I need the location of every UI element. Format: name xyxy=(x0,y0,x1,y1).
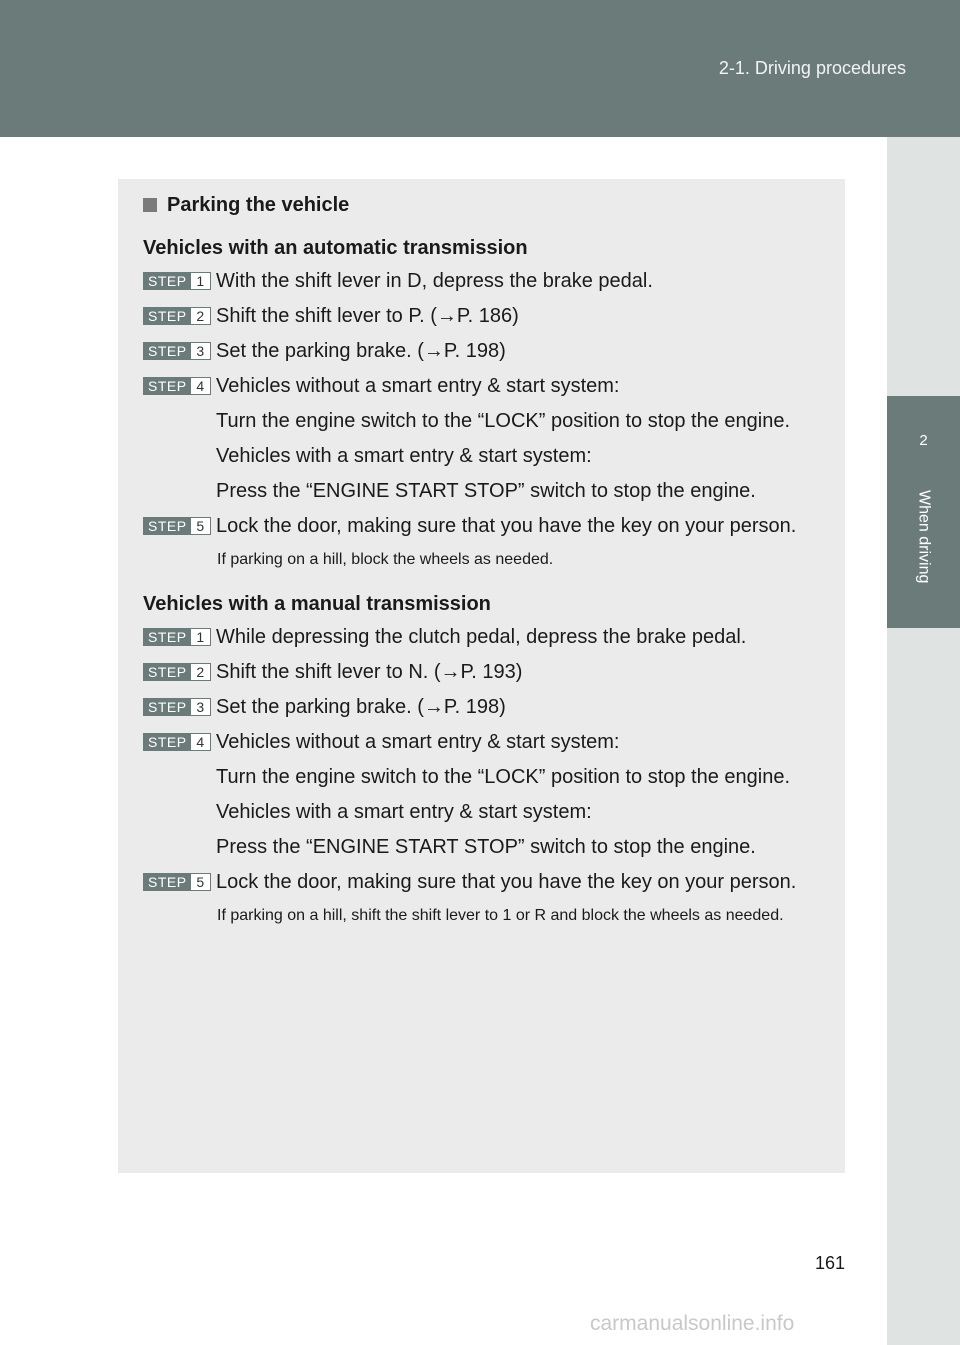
step-badge-word: STEP xyxy=(148,518,187,534)
step-line: Press the “ENGINE START STOP” switch to stop the engine. xyxy=(216,480,756,502)
automatic-steps xyxy=(143,266,814,541)
square-bullet-icon xyxy=(143,198,157,212)
automatic-note: If parking on a hill, block the wheels as needed. xyxy=(217,551,554,568)
step-badge xyxy=(143,517,211,535)
step-line: Vehicles without a smart entry & start system: xyxy=(216,375,620,397)
manual-heading: Vehicles with a manual transmission xyxy=(143,593,491,615)
step-badge-number: 4 xyxy=(191,378,210,394)
section-breadcrumb: 2-1. Driving procedures xyxy=(718,58,906,78)
step-item xyxy=(143,371,814,506)
content xyxy=(143,190,814,937)
chapter-number: 2 xyxy=(919,432,928,449)
step-text xyxy=(216,727,814,862)
chapter-tab[interactable] xyxy=(887,396,960,628)
step-badge xyxy=(143,377,211,395)
step-text xyxy=(216,692,814,722)
step-text xyxy=(216,266,814,296)
step-badge-number: 3 xyxy=(191,343,210,359)
step-line: Shift the shift lever to P. (→P. 186) xyxy=(216,305,519,327)
step-line: Lock the door, making sure that you have the key on your person. xyxy=(216,515,797,537)
page-number: 161 xyxy=(815,1253,846,1273)
step-badge-word: STEP xyxy=(148,664,187,680)
step-badge xyxy=(143,342,211,360)
step-text xyxy=(216,301,814,331)
automatic-heading: Vehicles with an automatic transmission xyxy=(143,237,528,259)
step-badge xyxy=(143,307,211,325)
step-badge xyxy=(143,733,211,751)
step-badge xyxy=(143,628,211,646)
step-badge-number: 2 xyxy=(191,308,210,324)
step-text xyxy=(216,657,814,687)
step-line: Vehicles with a smart entry & start system: xyxy=(216,801,592,823)
step-line: With the shift lever in D, depress the brake pedal. xyxy=(216,270,653,292)
step-line: Vehicles without a smart entry & start system: xyxy=(216,731,620,753)
step-line: Turn the engine switch to the “LOCK” position to stop the engine. xyxy=(216,766,791,788)
step-line: Press the “ENGINE START STOP” switch to stop the engine. xyxy=(216,836,756,858)
step-badge-number: 5 xyxy=(191,874,210,890)
step-badge-number: 3 xyxy=(191,699,210,715)
step-badge xyxy=(143,272,211,290)
step-line: Set the parking brake. (→P. 198) xyxy=(216,340,506,362)
step-item xyxy=(143,867,814,897)
step-badge-word: STEP xyxy=(148,378,187,394)
manual-note: If parking on a hill, shift the shift lever to 1 or R and block the wheels as needed. xyxy=(217,907,784,924)
side-tab-top xyxy=(887,137,960,396)
step-badge-word: STEP xyxy=(148,629,187,645)
section-title-text: Parking the vehicle xyxy=(167,194,350,216)
step-text xyxy=(216,511,814,541)
chapter-label: When driving xyxy=(915,490,933,584)
step-item xyxy=(143,622,814,652)
step-line: Shift the shift lever to N. (→P. 193) xyxy=(216,661,523,683)
step-badge xyxy=(143,663,211,681)
step-line: Lock the door, making sure that you have the key on your person. xyxy=(216,871,797,893)
step-badge-word: STEP xyxy=(148,308,187,324)
step-item xyxy=(143,301,814,331)
step-item xyxy=(143,692,814,722)
step-text xyxy=(216,622,814,652)
page-header xyxy=(0,0,960,137)
step-text xyxy=(216,867,814,897)
step-item xyxy=(143,727,814,862)
step-badge-number: 2 xyxy=(191,664,210,680)
step-badge-number: 5 xyxy=(191,518,210,534)
step-badge-number: 1 xyxy=(191,273,210,289)
step-badge-word: STEP xyxy=(148,273,187,289)
step-line: While depressing the clutch pedal, depress the brake pedal. xyxy=(216,626,747,648)
watermark: carmanualsonline.info xyxy=(590,1312,795,1335)
step-item xyxy=(143,266,814,296)
side-tab-bottom xyxy=(887,628,960,1345)
step-badge xyxy=(143,698,211,716)
step-badge-word: STEP xyxy=(148,699,187,715)
step-line: Set the parking brake. (→P. 198) xyxy=(216,696,506,718)
step-badge xyxy=(143,873,211,891)
step-item xyxy=(143,336,814,366)
step-badge-number: 4 xyxy=(191,734,210,750)
step-badge-number: 1 xyxy=(191,629,210,645)
step-text xyxy=(216,371,814,506)
manual-steps xyxy=(143,622,814,897)
step-item xyxy=(143,657,814,687)
step-badge-word: STEP xyxy=(148,343,187,359)
section-title xyxy=(143,190,814,220)
step-line: Vehicles with a smart entry & start system: xyxy=(216,445,592,467)
step-badge-word: STEP xyxy=(148,874,187,890)
step-item xyxy=(143,511,814,541)
step-text xyxy=(216,336,814,366)
step-line: Turn the engine switch to the “LOCK” position to stop the engine. xyxy=(216,410,791,432)
step-badge-word: STEP xyxy=(148,734,187,750)
